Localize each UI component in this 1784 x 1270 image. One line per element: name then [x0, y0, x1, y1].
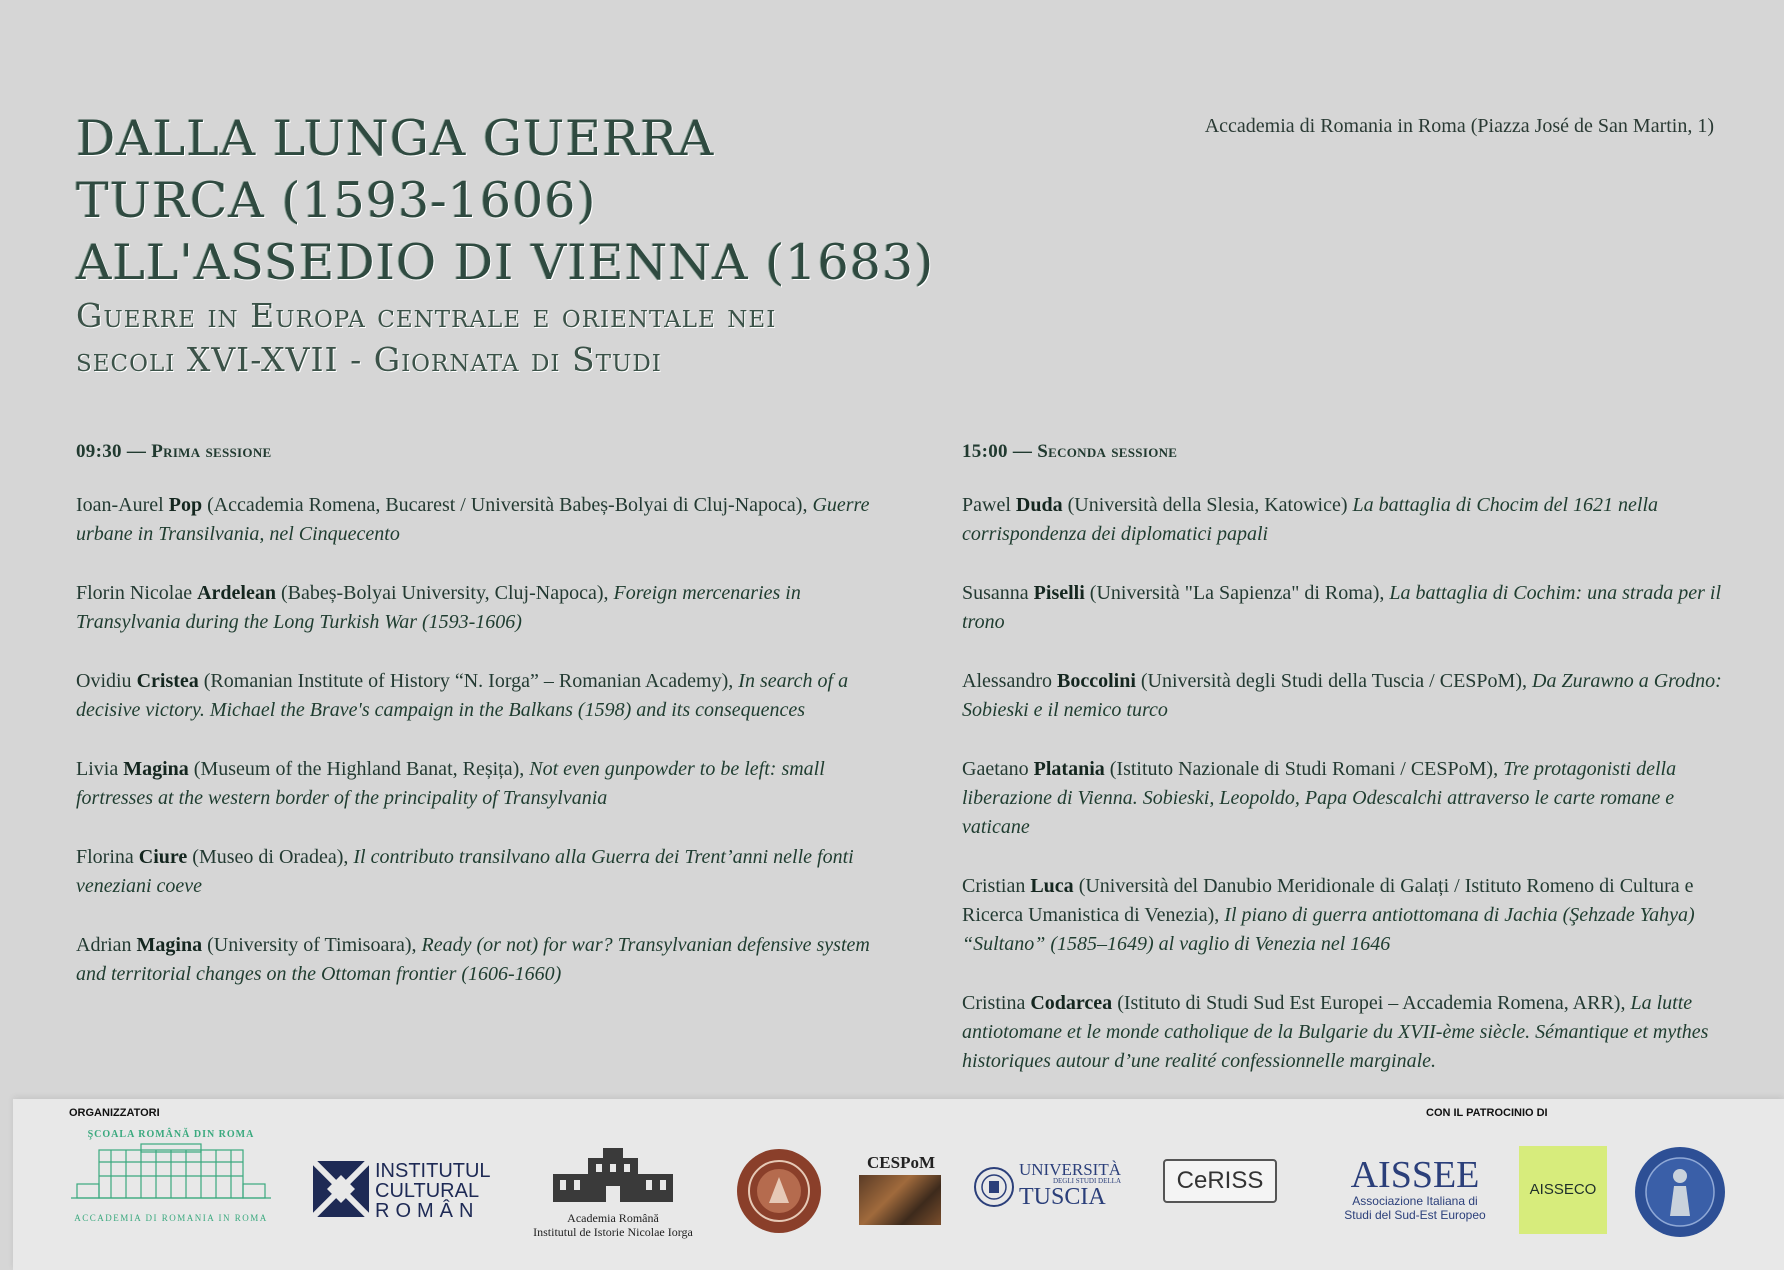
- speaker-surname: Magina: [136, 934, 203, 956]
- second-session: [962, 441, 1727, 1106]
- talk-title: Not even gunpowder to be left: small fortresses at the western border of the principality of Transylvania: [76, 758, 825, 809]
- speaker-entry: Florina Ciure (Museo di Oradea), Il contributo transilvano alla Guerra dei Trent’anni nelle fonti veneziani coeve: [76, 846, 854, 897]
- talk-title: La battaglia di Chocim del 1621 nella corrispondenza dei diplomatici papali: [962, 494, 1659, 545]
- cespom-logo: CESPoM: [859, 1154, 943, 1226]
- event-title: [76, 108, 976, 382]
- speaker-entry: Ioan-Aurel Pop (Accademia Romena, Bucarest / Università Babeș-Bolyai di Cluj-Napoca), Guerre urbane in Transilvania, nel Cinquecento: [76, 494, 870, 545]
- speaker-surname: Codarcea: [1030, 992, 1113, 1014]
- talk-title: Ready (or not) for war? Transylvanian defensive system and territorial changes on the Ottoman frontier (1606-1660): [76, 934, 870, 985]
- talk-title: Foreign mercenaries in Transylvania during the Long Turkish War (1593-1606): [76, 582, 801, 633]
- istituto-nazionale-seal: [735, 1147, 823, 1240]
- aisseco-logo: AISSECO: [1519, 1146, 1607, 1234]
- speaker-entry: Livia Magina (Museum of the Highland Banat, Reșița), Not even gunpowder to be left: small fortresses at the western border of the principality of Transylvania: [76, 758, 825, 809]
- talk-title: In search of a decisive victory. Michael the Brave's campaign in the Balkans (1598) and its consequences: [76, 670, 849, 721]
- painting-image: [859, 1175, 941, 1225]
- sponsors-footer: [13, 1099, 1784, 1270]
- speaker-entry: Florin Nicolae Ardelean (Babeș-Bolyai University, Cluj-Napoca), Foreign mercenaries in Transylvania during the Long Turkish War (1593-1606): [76, 582, 801, 633]
- aissee-logo: AISSEE Associazione Italiana di Studi del Sud-Est Europeo: [1344, 1154, 1486, 1222]
- speaker-entry: Adrian Magina (University of Timisoara), Ready (or not) for war? Transylvanian defensive system and territorial changes on the Ottoman frontier (1606-1660): [76, 934, 870, 985]
- speaker-entry: Gaetano Platania (Istituto Nazionale di Studi Romani / CESPoM), Tre protagonisti della liberazione di Vienna. Sobieski, Leopoldo, Papa Odescalchi attraverso le carte romane e vaticane: [962, 758, 1677, 838]
- session-heading: 09:30 — Prima sessione: [76, 441, 272, 462]
- tuscia-crest-icon: [973, 1161, 1015, 1213]
- icr-logo: INSTITUTUL CULTURAL ROMÂN: [313, 1161, 503, 1225]
- talk-title: La battaglia di Cochim: una strada per il trono: [962, 582, 1722, 633]
- subtitle-line: Guerre in Europa centrale e orientale nei: [76, 296, 777, 335]
- speaker-entry: Alessandro Boccolini (Università degli Studi della Tuscia / CESPoM), Da Zurawno a Grodno: Sobieski e il nemico turco: [962, 670, 1722, 721]
- talk-title: Il contributo transilvano alla Guerra dei Trent’anni nelle fonti veneziani coeve: [76, 846, 854, 897]
- speaker-entry: Cristian Luca (Università del Danubio Meridionale di Galați / Istituto Romeno di Cultura e Ricerca Umanistica di Venezia), Il piano di guerra antiottomana di Jachia (Şehzade Yahya) “Sultano” (1585–1649) al vaglio di Venezia nel 1646: [962, 875, 1695, 955]
- subtitle-line: secoli XVI-XVII - Giornata di Studi: [76, 340, 662, 379]
- speaker-surname: Platania: [1033, 758, 1105, 780]
- speaker-entry: Cristina Codarcea (Istituto di Studi Sud Est Europei – Accademia Romena, ARR), La lutte antiotomane et le monde catholique de la Bulgarie du XVII-ème siècle. Sémantique et mythes historiques autour d’une realité confessionnelle marginale.: [962, 992, 1709, 1072]
- speaker-entry: Susanna Piselli (Università "La Sapienza" di Roma), La battaglia di Cochim: una strada per il trono: [962, 582, 1722, 633]
- first-session: [76, 441, 881, 1019]
- medal-icon: [1634, 1146, 1726, 1238]
- institute-building-icon: [548, 1144, 678, 1206]
- academia-medal: [1634, 1146, 1726, 1243]
- title-line: TURCA (1593-1606): [76, 172, 597, 229]
- speaker-surname: Cristea: [136, 670, 199, 692]
- speaker-surname: Boccolini: [1056, 670, 1136, 692]
- talk-title: Tre protagonisti della liberazione di Vienna. Sobieski, Leopoldo, Papa Odescalchi attraverso le carte romane e vaticane: [962, 758, 1677, 838]
- scoala-romana-logo: ŞCOALA ROMÂNĂ DIN ROMA ACCADEMIA DI ROMANIA IN ROMA: [71, 1129, 271, 1229]
- speaker-surname: Magina: [123, 758, 189, 780]
- talk-title: Guerre urbane in Transilvania, nel Cinquecento: [76, 494, 870, 545]
- speaker-surname: Ardelean: [197, 582, 276, 604]
- speaker-surname: Pop: [168, 494, 203, 516]
- venue: Accademia di Romania in Roma (Piazza José de San Martin, 1): [1204, 115, 1714, 137]
- title-line: DALLA LUNGA GUERRA: [76, 110, 715, 167]
- speaker-surname: Luca: [1030, 875, 1074, 897]
- ceriss-logo: CeRISS: [1163, 1159, 1283, 1211]
- seal-icon: [735, 1147, 823, 1235]
- speaker-entry: Ovidiu Cristea (Romanian Institute of History “N. Iorga” – Romanian Academy), In search of a decisive victory. Michael the Brave's campaign in the Balkans (1598) and its consequences: [76, 670, 849, 721]
- talk-title: La lutte antiotomane et le monde catholique de la Bulgarie du XVII-ème siècle. Sémantique et mythes historiques autour d’une realité confessionnelle marginale.: [962, 992, 1709, 1072]
- academia-romana-logo: Academia Română Institutul de Istorie Nicolae Iorga: [508, 1144, 718, 1254]
- speaker-surname: Ciure: [138, 846, 188, 868]
- tuscia-logo: UNIVERSITÀ DEGLI STUDI DELLA TUSCIA: [973, 1161, 1133, 1221]
- speaker-entry: Pawel Duda (Università della Slesia, Katowice) La battaglia di Chocim del 1621 nella corrispondenza dei diplomatici papali: [962, 494, 1659, 545]
- speaker-surname: Duda: [1015, 494, 1063, 516]
- talk-title: Da Zurawno a Grodno: Sobieski e il nemico turco: [962, 670, 1722, 721]
- title-line: ALL'ASSEDIO DI VIENNA (1683): [76, 234, 935, 291]
- speaker-surname: Piselli: [1033, 582, 1085, 604]
- building-icon: [71, 1140, 271, 1208]
- patronage-label: CON IL PATROCINIO DI: [1426, 1107, 1548, 1119]
- talk-title: Il piano di guerra antiottomana di Jachia (Şehzade Yahya) “Sultano” (1585–1649) al vaglio di Venezia nel 1646: [962, 904, 1695, 955]
- icr-mark-icon: [313, 1161, 369, 1217]
- organizers-label: ORGANIZZATORI: [69, 1107, 160, 1119]
- session-heading: 15:00 — Seconda sessione: [962, 441, 1178, 462]
